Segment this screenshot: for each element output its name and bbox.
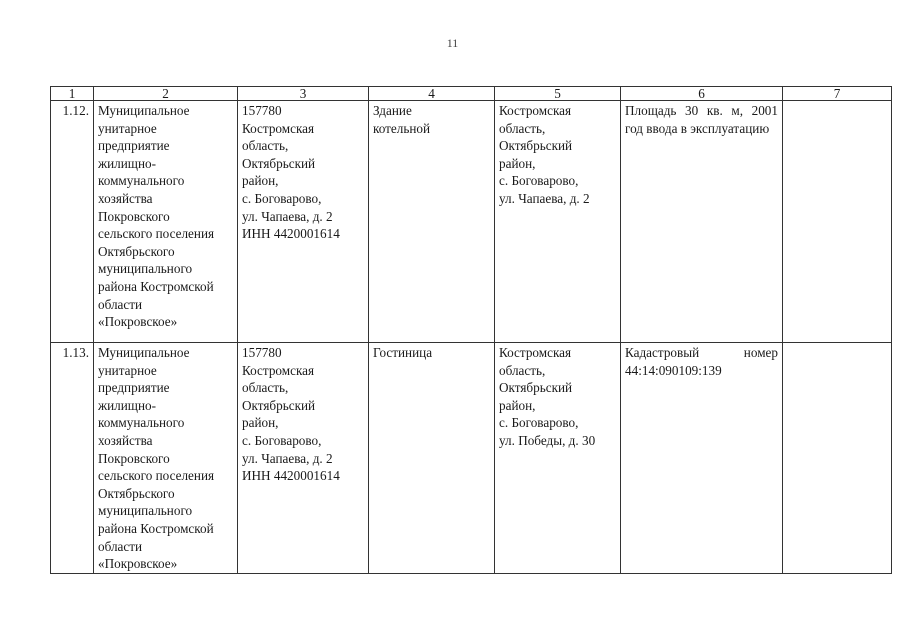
object-address-cell: Костромская область, Октябрьский район, с. Боговарово, ул. Победы, д. 30 bbox=[495, 343, 621, 574]
notes-cell bbox=[783, 343, 892, 574]
object-name-cell: Здание котельной bbox=[369, 101, 495, 343]
column-header-1: 1 bbox=[51, 87, 94, 101]
column-header-4: 4 bbox=[369, 87, 495, 101]
column-header-7: 7 bbox=[783, 87, 892, 101]
property-registry-table bbox=[50, 86, 892, 574]
column-header-3: 3 bbox=[238, 87, 369, 101]
holder-address-cell: 157780 Костромская область, Октябрьский район, с. Боговарово, ул. Чапаева, д. 2 ИНН 4420001614 bbox=[238, 101, 369, 343]
characteristics-cell: Площадь 30 кв. м, 2001 год ввода в эксплуатацию bbox=[621, 101, 783, 343]
characteristics-cell: Кадастровый номер 44:14:090109:139 bbox=[621, 343, 783, 574]
holder-cell: Муниципальное унитарное предприятие жилищно- коммунального хозяйства Покровского сельского поселения Октябрьского муниципального района Костромской области «Покровское» bbox=[94, 101, 238, 343]
column-header-6: 6 bbox=[621, 87, 783, 101]
column-header-2: 2 bbox=[94, 87, 238, 101]
row-number-cell: 1.12. bbox=[51, 101, 94, 343]
object-name-cell: Гостиница bbox=[369, 343, 495, 574]
object-address-cell: Костромская область, Октябрьский район, с. Боговарово, ул. Чапаева, д. 2 bbox=[495, 101, 621, 343]
table-row bbox=[51, 101, 892, 343]
holder-address-cell: 157780 Костромская область, Октябрьский район, с. Боговарово, ул. Чапаева, д. 2 ИНН 4420001614 bbox=[238, 343, 369, 574]
row-number-cell: 1.13. bbox=[51, 343, 94, 574]
page-number: 11 bbox=[446, 36, 459, 50]
holder-cell: Муниципальное унитарное предприятие жилищно- коммунального хозяйства Покровского сельского поселения Октябрьского муниципального района Костромской области «Покровское» bbox=[94, 343, 238, 574]
table-row bbox=[51, 343, 892, 574]
notes-cell bbox=[783, 101, 892, 343]
column-header-5: 5 bbox=[495, 87, 621, 101]
header-row bbox=[51, 87, 892, 101]
